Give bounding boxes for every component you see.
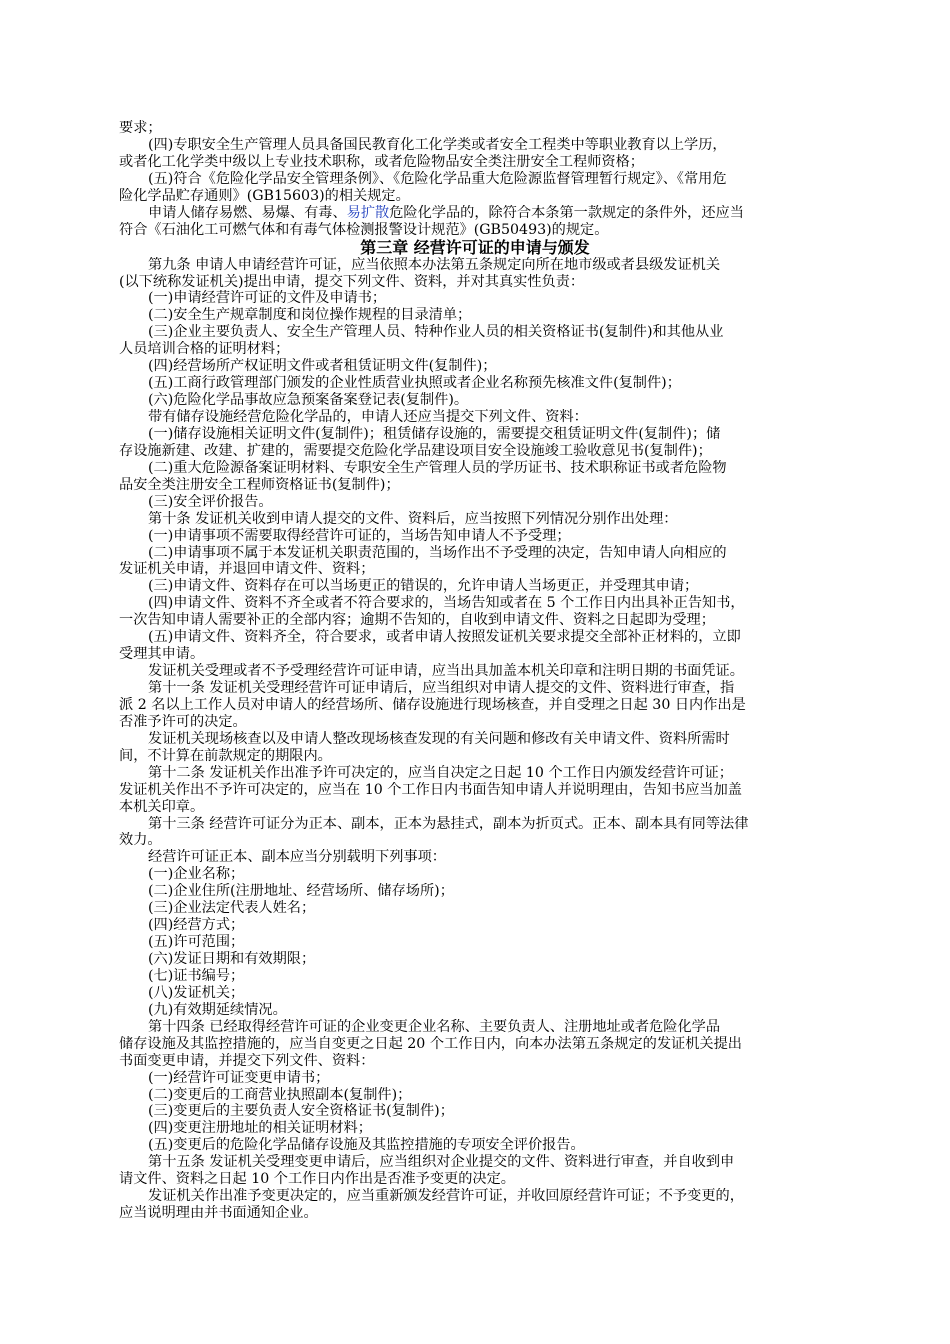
text-line: 存设施新建、改建、扩建的，需要提交危险化学品建设项目安全设施竣工验收意见书(复制件)； [119,442,712,459]
text-line: 人员培训合格的证明材料； [119,341,290,358]
text-line: (二)安全生产规章制度和岗位操作规程的目录清单； [148,307,472,324]
text-line: 请文件、资料之日起 10 个工作日内作出是否准予变更的决定。 [119,1171,515,1188]
text-line: (五)申请文件、资料齐全，符合要求，或者申请人按照发证机关要求提交全部补正材料的，立即 [148,629,741,646]
text-line: (一)储存设施相关证明文件(复制件)；租赁储存设施的，需要提交租赁证明文件(复制件)；储 [148,425,721,442]
text-line: (三)安全评价报告。 [148,493,273,510]
text-line: 发证机关作出不予许可决定的，应当在 10 个工作日内书面告知申请人并说明理由，告知书应当加盖 [119,781,742,798]
text-line: 本机关印章。 [119,798,205,815]
storage-text-after: 危险化学品的，除符合本条第一款规定的条件外，还应当 [389,204,744,221]
text-line: 受理其申请。 [119,646,205,663]
text-line: (三)企业法定代表人姓名； [148,900,316,917]
text-line: (四)申请文件、资料不齐全或者不符合要求的，当场告知或者在 5 个工作日内出具补正告知书， [148,595,745,612]
text-line: (九)有效期延续情况。 [148,1001,287,1018]
storage-paragraph-line [119,205,831,222]
text-line: 带有储存设施经营危险化学品的，申请人还应当提交下列文件、资料： [148,409,588,425]
text-line: (三)企业主要负责人、安全生产管理人员、特种作业人员的相关资格证书(复制件)和其他从业 [148,324,724,341]
text-line: (五)变更后的危险化学品储存设施及其监控措施的专项安全评价报告。 [148,1137,585,1154]
text-line: 要求； [119,120,162,136]
text-line: 发证机关作出准予变更决定的，应当重新颁发经营许可证，并收回原经营许可证；不予变更的， [148,1188,744,1205]
text-line: (五)工商行政管理部门颁发的企业性质营业执照或者企业名称预先核准文件(复制件)； [148,375,681,392]
text-line: (二)变更后的工商营业执照副本(复制件)； [148,1086,412,1103]
text-line: (七)证书编号； [148,967,245,984]
text-line: 或者化工化学类中级以上专业技术职称，或者危险物品安全类注册安全工程师资格； [119,153,644,170]
text-line: 第十四条 已经取得经营许可证的企业变更企业名称、主要负责人、注册地址或者危险化学品 [148,1018,721,1035]
text-line: (一)企业名称； [148,866,245,883]
text-line: (以下统称发证机关)提出申请，提交下列文件、资料，并对其真实性负责： [119,273,585,290]
text-line: 发证机关现场核查以及申请人整改现场核查发现的有关问题和修改有关申请文件、资料所需时 [148,730,730,747]
text-line: 否准予许可的决定。 [119,713,247,730]
text-line: 发证机关申请，并退回申请文件、资料； [119,561,375,578]
text-line: (五)许可范围； [148,934,245,951]
intro-section [119,120,831,239]
text-line: (五)符合《危险化学品安全管理条例》、《危险化学品重大危险源监督管理暂行规定》、《常用危 [148,170,727,187]
text-line: 第十一条 发证机关受理经营许可证申请后，应当组织对申请人提交的文件、资料进行审查，指 [148,680,735,696]
text-line: (二)企业住所(注册地址、经营场所、储存场所)； [148,883,454,900]
text-line: (八)发证机关； [148,984,245,1001]
text-line: (四)经营场所产权证明文件或者租赁证明文件(复制件)； [148,358,497,375]
text-line: 第十条 发证机关收到申请人提交的文件、资料后，应当按照下列情况分别作出处理： [148,510,678,527]
text-line: (二)申请事项不属于本发证机关职责范围的，当场作出不予受理的决定，告知申请人向相应的 [148,544,727,561]
text-line: (一)经营许可证变更申请书； [148,1069,330,1086]
text-line: 发证机关受理或者不予受理经营许可证申请，应当出具加盖本机关印章和注明日期的书面凭证。 [148,663,744,680]
text-line: (四)变更注册地址的相关证明材料； [148,1120,372,1137]
text-line: 应当说明理由并书面通知企业。 [119,1205,318,1222]
body-section [119,257,831,1222]
text-line: 品安全类注册安全工程师资格证书(复制件)； [119,476,400,493]
text-line: (三)变更后的主要负责人安全资格证书(复制件)； [148,1103,454,1120]
text-line: 经营许可证正本、副本应当分别载明下列事项： [148,849,446,866]
text-line: 效力。 [119,832,162,849]
text-line: 书面变更申请，并提交下列文件、资料： [119,1052,375,1069]
text-line: 储存设施及其监控措施的，应当自变更之日起 20 个工作日内，向本办法第五条规定的发证机关提出 [119,1035,742,1052]
text-line: (六)危险化学品事故应急预案备案登记表(复制件)。 [148,392,469,409]
text-line: (四)专职安全生产管理人员具备国民教育化工化学类或者安全工程类中等职业教育以上学历， [148,136,727,153]
text-line: (六)发证日期和有效期限； [148,951,316,967]
text-line: (一)申请经营许可证的文件及申请书； [148,290,387,307]
text-line: 符合《石油化工可燃气体和有毒气体检测报警设计规范》(GB50493)的规定。 [119,221,609,238]
text-line: 一次告知申请人需要补正的全部内容；逾期不告知的，自收到申请文件、资料之日起即为受理； [119,612,715,629]
text-line: 间，不计算在前款规定的期限内。 [119,747,332,764]
text-line: (四)经营方式； [148,917,245,934]
text-line: 第九条 申请人申请经营许可证，应当依照本办法第五条规定向所在地市级或者县级发证机关 [148,256,721,273]
text-line: (三)申请文件、资料存在可以当场更正的错误的，允许申请人当场更正，并受理其申请； [148,578,699,595]
text-line: 第十三条 经营许可证分为正本、副本，正本为悬挂式，副本为折页式。正本、副本具有同等法律 [148,815,749,832]
storage-text-before: 申请人储存易燃、易爆、有毒、 [148,204,347,221]
document-page [119,120,831,1222]
chapter-title: 第三章 经营许可证的申请与颁发 [360,237,590,257]
text-line: 派 2 名以上工作人员对申请人的经营场所、储存设施进行现场核查，并自受理之日起 30 日内作出是 [119,696,746,713]
text-line: 第十二条 发证机关作出准予许可决定的，应当自决定之日起 10 个工作日内颁发经营许可证； [148,764,733,781]
hyperlink-yikuosan[interactable]: 易扩散 [346,204,390,221]
text-line: (一)申请事项不需要取得经营许可证的，当场告知申请人不予受理； [148,527,571,544]
text-line: 第十五条 发证机关受理变更申请后，应当组织对企业提交的文件、资料进行审查，并自收到申 [148,1154,735,1171]
text-line: 险化学品贮存通则》(GB15603)的相关规定。 [119,187,410,204]
text-line: (二)重大危险源备案证明材料、专职安全生产管理人员的学历证书、技术职称证书或者危险物 [148,459,727,476]
